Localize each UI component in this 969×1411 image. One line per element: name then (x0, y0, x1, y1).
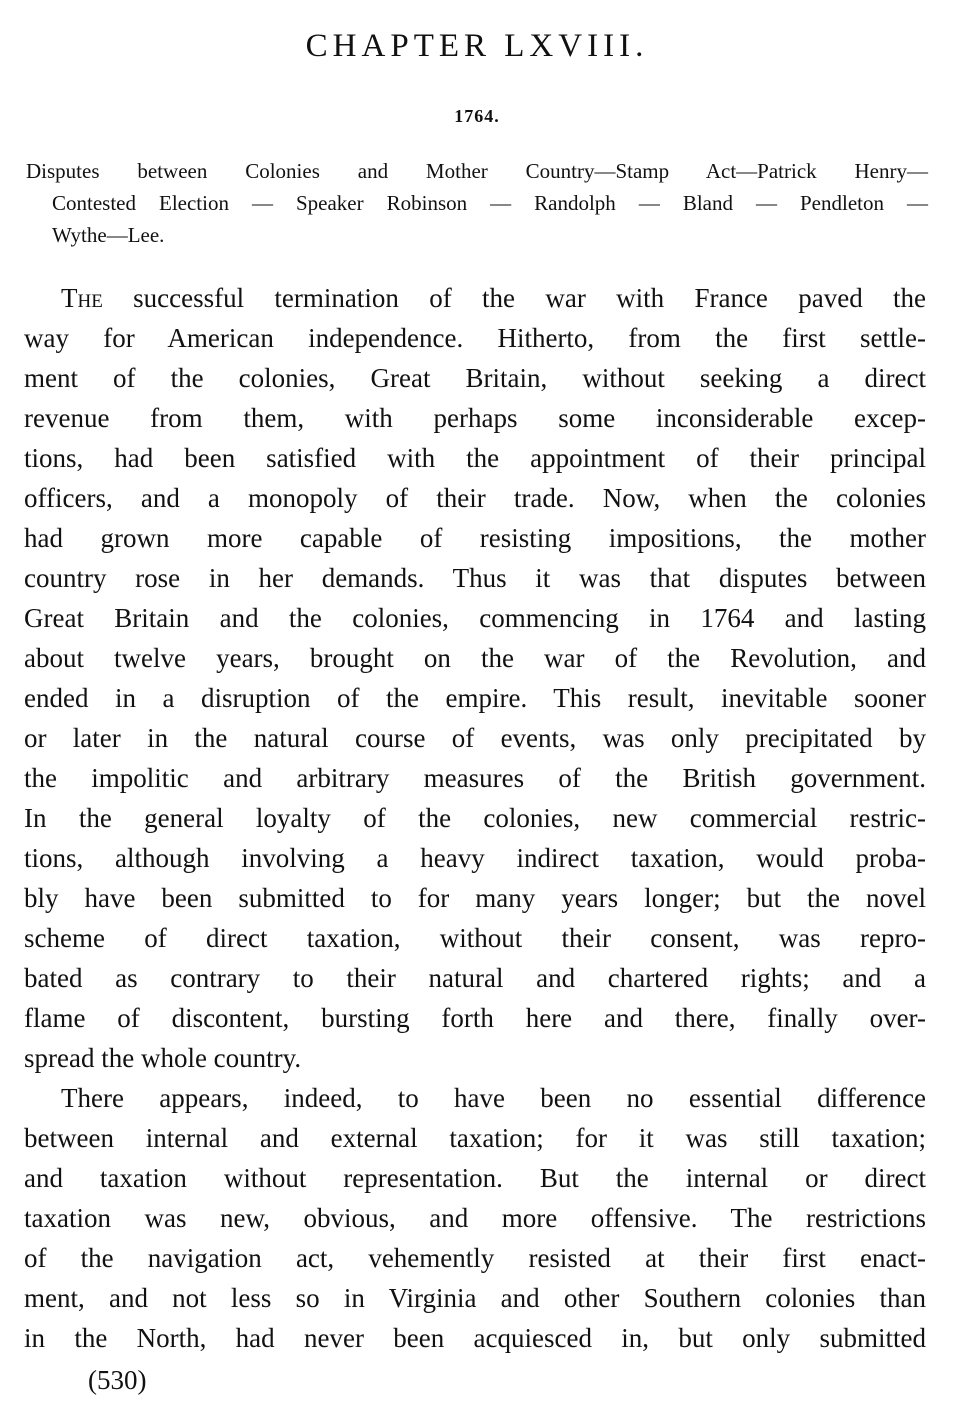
page-number: (530) (88, 1365, 147, 1395)
body-line: revenue from them, with perhaps some inconsiderable excep- (24, 403, 926, 433)
synopsis-line: Disputes between Colonies and Mother Country—Stamp Act—Patrick Henry— (26, 159, 928, 183)
body-line: and taxation without representation. But the internal or direct (24, 1163, 926, 1193)
body-line: way for American independence. Hitherto, from the first settle- (24, 323, 926, 353)
body-line: There appears, indeed, to have been no essential difference (61, 1083, 926, 1113)
body-line: tions, although involving a heavy indirect taxation, would proba- (24, 843, 926, 873)
body-line: country rose in her demands. Thus it was that disputes between (24, 563, 926, 593)
lead-word: The (61, 283, 103, 313)
body-line: the impolitic and arbitrary measures of the British government. (24, 763, 926, 793)
body-line: bly have been submitted to for many years longer; but the novel (24, 883, 926, 913)
body-line: ended in a disruption of the empire. This result, inevitable sooner (24, 683, 926, 713)
chapter-title: CHAPTER LXVIII. (305, 28, 649, 64)
body-line: ment of the colonies, Great Britain, without seeking a direct (24, 363, 926, 393)
body-line: flame of discontent, bursting forth here and there, finally over- (24, 1003, 926, 1033)
body-line: officers, and a monopoly of their trade. Now, when the colonies (24, 483, 926, 513)
body-line: In the general loyalty of the colonies, new commercial restric- (24, 803, 926, 833)
body-line: spread the whole country. (24, 1043, 302, 1073)
body-line: between internal and external taxation; for it was still taxation; (24, 1123, 926, 1153)
chapter-year: 1764. (454, 106, 500, 126)
body-line: of the navigation act, vehemently resisted at their first enact- (24, 1243, 926, 1273)
synopsis-line: Wythe—Lee. (52, 223, 165, 247)
chapter-body (24, 278, 926, 1358)
body-line: tions, had been satisfied with the appointment of their principal (24, 443, 926, 473)
body-line: about twelve years, brought on the war of the Revolution, and (24, 643, 926, 673)
chapter-synopsis (26, 155, 928, 251)
body-line: bated as contrary to their natural and chartered rights; and a (24, 963, 926, 993)
synopsis-line: Contested Election — Speaker Robinson — Randolph — Bland — Pendleton — (52, 191, 928, 215)
body-line: scheme of direct taxation, without their consent, was repro- (24, 923, 926, 953)
first-line-text: successful termination of the war with France paved the (102, 283, 926, 313)
paragraph-first-line (24, 278, 926, 318)
body-line: ment, and not less so in Virginia and other Southern colonies than (24, 1283, 926, 1313)
body-line: or later in the natural course of events, was only precipitated by (24, 723, 926, 753)
body-line: had grown more capable of resisting impositions, the mother (24, 523, 926, 553)
body-line: in the North, had never been acquiesced in, but only submitted (24, 1323, 926, 1353)
body-line: taxation was new, obvious, and more offensive. The restrictions (24, 1203, 926, 1233)
body-line: Great Britain and the colonies, commencing in 1764 and lasting (24, 603, 926, 633)
